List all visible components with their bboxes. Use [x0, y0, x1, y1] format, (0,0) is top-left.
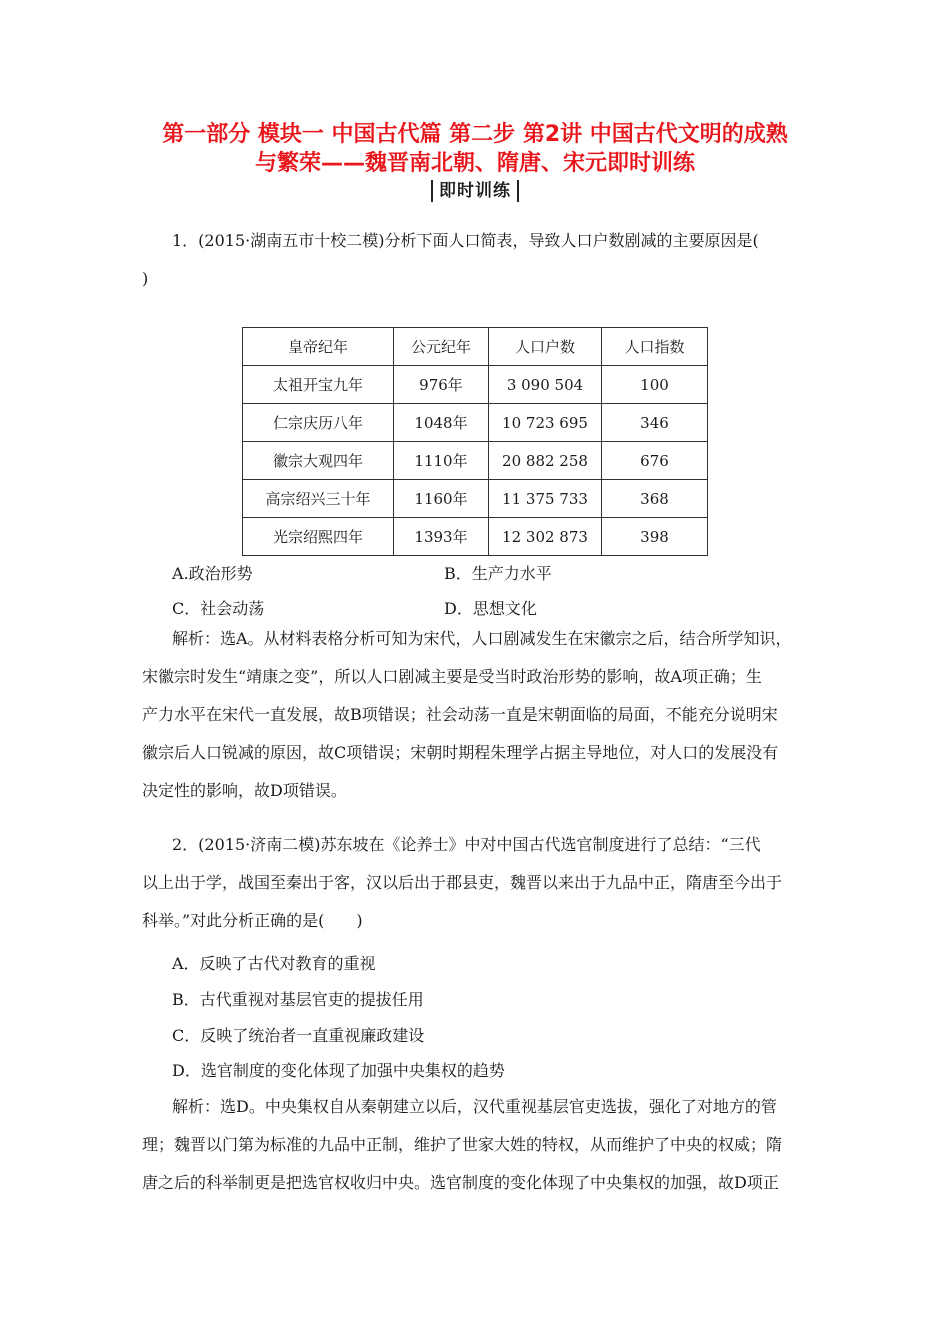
document-title	[100, 120, 850, 178]
table-row	[243, 404, 708, 442]
q1-option-a: A.政治形势	[172, 564, 253, 583]
table-header-row	[243, 328, 708, 366]
q2-stem	[142, 826, 812, 940]
table-cell: 1048年	[394, 404, 489, 442]
q1-option-d: D．思想文化	[444, 599, 537, 618]
table-header-cell: 公元纪年	[394, 328, 489, 366]
q1-analysis	[142, 620, 812, 810]
q2-stem-line: 2．(2015·济南二模)苏东坡在《论养士》中对中国古代选官制度进行了总结：“三代	[172, 835, 761, 854]
q1-option-c: C．社会动荡	[172, 599, 265, 618]
q2-stem-line: 科举。”对此分析正确的是( )	[142, 911, 363, 930]
table-cell: 12 302 873	[489, 518, 602, 556]
table-cell: 1393年	[394, 518, 489, 556]
analysis-line: 唐之后的科举制更是把选官权收归中央。选官制度的变化体现了中央集权的加强，故D项正	[142, 1173, 779, 1192]
table-row	[243, 442, 708, 480]
section-badge-wrap	[0, 180, 950, 202]
table-row	[243, 480, 708, 518]
table-cell: 346	[602, 404, 708, 442]
analysis-line: 理；魏晋以门第为标准的九品中正制，维护了世家大姓的特权，从而维护了中央的权威；隋	[142, 1135, 783, 1154]
table-cell: 10 723 695	[489, 404, 602, 442]
q1-stem-line: 1．(2015·湖南五市十校二模)分析下面人口简表，导致人口户数剧减的主要原因是(	[172, 231, 759, 250]
q2-option-d: D．选官制度的变化体现了加强中央集权的趋势	[172, 1061, 505, 1080]
analysis-line: 解析：选D。中央集权自从秦朝建立以后，汉代重视基层官吏选拔，强化了对地方的管	[172, 1097, 777, 1116]
q2-option-b: B．古代重视对基层官吏的提拔任用	[172, 990, 424, 1009]
table-cell: 1160年	[394, 480, 489, 518]
q2-stem-line: 以上出于学，战国至秦出于客，汉以后出于郡县吏，魏晋以来出于九品中正，隋唐至今出于	[142, 873, 783, 892]
table-cell: 368	[602, 480, 708, 518]
analysis-line: 产力水平在宋代一直发展，故B项错误；社会动荡一直是宋朝面临的局面，不能充分说明宋	[142, 705, 778, 724]
table-cell: 1110年	[394, 442, 489, 480]
table-header-cell: 人口指数	[602, 328, 708, 366]
population-table	[242, 327, 708, 556]
q2-option-c: C．反映了统治者一直重视廉政建设	[172, 1026, 425, 1045]
table-header-cell: 皇帝纪年	[243, 328, 394, 366]
table-row	[243, 366, 708, 404]
analysis-line: 决定性的影响，故D项错误。	[142, 781, 347, 800]
table-cell: 高宗绍兴三十年	[243, 480, 394, 518]
title-line-1: 第一部分 模块一 中国古代篇 第二步 第2讲 中国古代文明的成熟	[162, 122, 788, 147]
analysis-line: 解析：选A。从材料表格分析可知为宋代，人口剧减发生在宋徽宗之后，结合所学知识，	[172, 629, 792, 648]
table-cell: 徽宗大观四年	[243, 442, 394, 480]
q1-option-b: B．生产力水平	[444, 564, 552, 583]
q1-stem-line: )	[142, 269, 149, 288]
table-row	[243, 518, 708, 556]
table-cell: 11 375 733	[489, 480, 602, 518]
title-line-2: 与繁荣——魏晋南北朝、隋唐、宋元即时训练	[254, 151, 695, 176]
section-badge: 即时训练	[431, 180, 519, 202]
table-cell: 100	[602, 366, 708, 404]
q2-analysis	[142, 1088, 812, 1202]
table-header-cell: 人口户数	[489, 328, 602, 366]
table-cell: 太祖开宝九年	[243, 366, 394, 404]
q1-stem	[142, 222, 812, 298]
table-cell: 20 882 258	[489, 442, 602, 480]
table-cell: 676	[602, 442, 708, 480]
analysis-line: 宋徽宗时发生“靖康之变”，所以人口剧减主要是受当时政治形势的影响，故A项正确；生	[142, 667, 762, 686]
table-cell: 光宗绍熙四年	[243, 518, 394, 556]
analysis-line: 徽宗后人口锐减的原因，故C项错误；宋朝时期程朱理学占据主导地位，对人口的发展没有	[142, 743, 779, 762]
q2-option-a: A．反映了古代对教育的重视	[172, 954, 376, 973]
table-cell: 976年	[394, 366, 489, 404]
table-cell: 仁宗庆历八年	[243, 404, 394, 442]
table-cell: 398	[602, 518, 708, 556]
table-cell: 3 090 504	[489, 366, 602, 404]
